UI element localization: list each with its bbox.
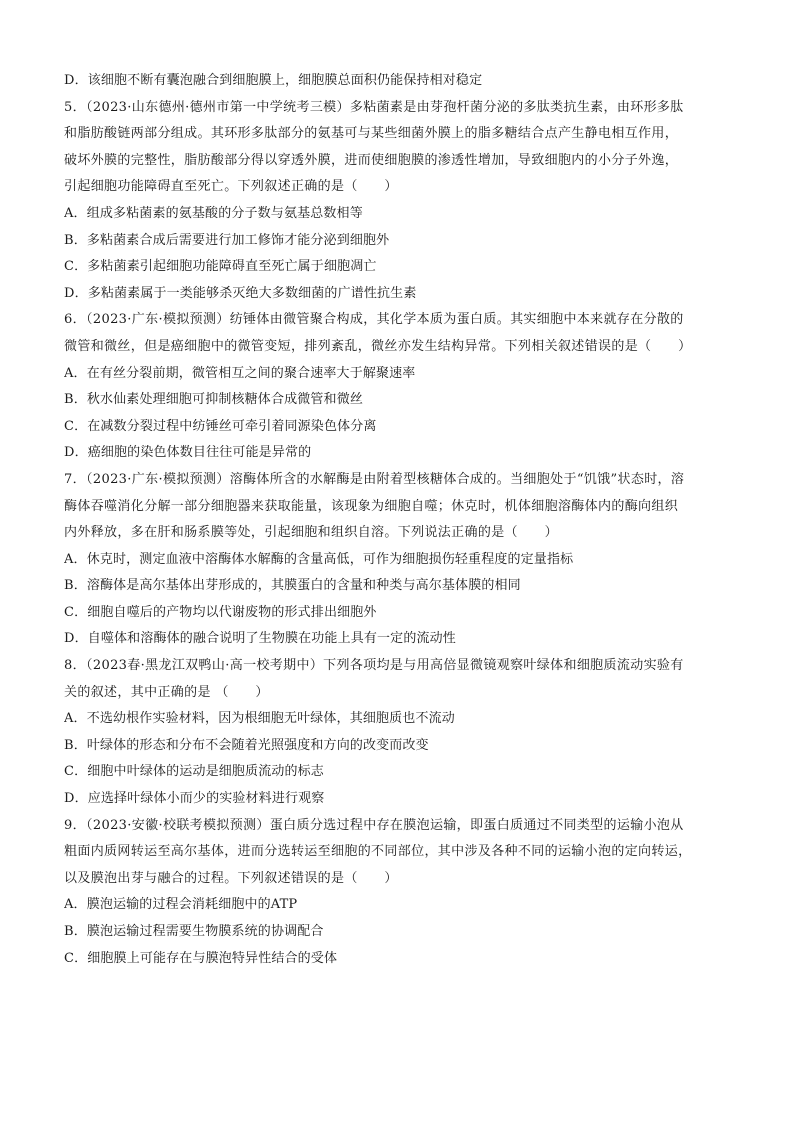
option-9a: A．膜泡运输的过程会消耗细胞中的ATP (64, 897, 298, 913)
question-9-stem: 9．（2023·安徽·校联考模拟预测）蛋白质分选过程中存在膜泡运输，即蛋白质通过不同类型的运输小泡从 (64, 817, 684, 833)
option-6a: A．在有丝分裂前期，微管相互之间的聚合速率大于解聚速率 (64, 365, 416, 381)
option-8d: D．应选择叶绿体小而少的实验材料进行观察 (64, 791, 325, 807)
exam-page (64, 68, 732, 972)
option-7d: D．自噬体和溶酶体的融合说明了生物膜在功能上具有一定的流动性 (64, 631, 456, 647)
option-8c: C．细胞中叶绿体的运动是细胞质流动的标志 (64, 764, 324, 780)
question-5-stem: 和脂肪酸链两部分组成。其环形多肽部分的氨基可与某些细菌外膜上的脂多糖结合点产生静电相互作用， (64, 126, 679, 142)
question-5-stem: 引起细胞功能障碍直至死亡。下列叙述正确的是（ ） (64, 179, 398, 195)
option-8a: A．不选幼根作实验材料，因为根细胞无叶绿体，其细胞质也不流动 (64, 711, 455, 727)
question-9-stem: 粗面内质网转运至高尔基体，进而分选转运至细胞的不同部位，其中涉及各种不同的运输小泡的定向转运， (64, 844, 692, 860)
option-5d: D．多粘菌素属于一类能够杀灭绝大多数细菌的广谱性抗生素 (64, 285, 417, 301)
question-9-stem: 以及膜泡出芽与融合的过程。下列叙述错误的是（ ） (64, 870, 398, 886)
option-7b: B．溶酶体是高尔基体出芽形成的，其膜蛋白的含量和种类与高尔基体膜的相同 (64, 578, 521, 594)
question-8-stem: 8．（2023春·黑龙江双鸭山·高一校考期中）下列各项均是与用高倍显微镜观察叶绿体和细胞质流动实验有 (64, 658, 684, 674)
option-7a: A．休克时，测定血液中溶酶体水解酶的含量高低，可作为细胞损伤轻重程度的定量指标 (64, 551, 574, 567)
option-5a: A．组成多粘菌素的氨基酸的分子数与氨基总数相等 (64, 205, 363, 221)
option-6d: D．癌细胞的染色体数目往往可能是异常的 (64, 445, 312, 461)
option-5b: B．多粘菌素合成后需要进行加工修饰才能分泌到细胞外 (64, 232, 390, 248)
question-5-stem: 5．（2023·山东德州·德州市第一中学统考三模）多粘菌素是由芽孢杆菌分泌的多肽类抗生素，由环形多肽 (64, 99, 684, 115)
question-7-stem: 7．（2023·广东·模拟预测）溶酶体所含的水解酶是由附着型核糖体合成的。当细胞处于“饥饿”状态时，溶 (64, 471, 685, 487)
question-6-stem: 6．（2023·广东·模拟预测）纺锤体由微管聚合构成，其化学本质为蛋白质。其实细胞中本来就存在分散的 (64, 312, 684, 328)
option-6b: B．秋水仙素处理细胞可抑制核糖体合成微管和微丝 (64, 392, 364, 408)
question-5-stem: 破坏外膜的完整性，脂肪酸部分得以穿透外膜，进而使细胞膜的渗透性增加，导致细胞内的小分子外逸， (64, 152, 679, 168)
option-8b: B．叶绿体的形态和分布不会随着光照强度和方向的改变而改变 (64, 737, 429, 753)
option-7c: C．细胞自噬后的产物均以代谢废物的形式排出细胞外 (64, 604, 377, 620)
option-5c: C．多粘菌素引起细胞功能障碍直至死亡属于细胞凋亡 (64, 259, 377, 275)
question-8-stem: 关的叙述，其中正确的是 （ ） (64, 684, 269, 700)
option-9b: B．膜泡运输过程需要生物膜系统的协调配合 (64, 924, 324, 939)
option-4d: D．该细胞不断有囊泡融合到细胞膜上，细胞膜总面积仍能保持相对稳定 (64, 73, 483, 88)
option-9c: C．细胞膜上可能存在与膜泡特异性结合的受体 (64, 950, 338, 966)
question-7-stem: 内外释放，多在肝和肠系膜等处，引起细胞和组织自溶。下列说法正确的是（ ） (64, 525, 558, 541)
question-7-stem: 酶体吞噬消化分解一部分细胞器来获取能量，该现象为细胞自噬；休克时，机体细胞溶酶体内的酶向组织 (64, 498, 679, 514)
option-6c: C．在减数分裂过程中纺锤丝可牵引着同源染色体分离 (64, 418, 377, 434)
question-6-stem: 微管和微丝，但是癌细胞中的微管变短，排列紊乱，微丝亦发生结构异常。下列相关叙述错误的是（ ） (64, 338, 692, 354)
